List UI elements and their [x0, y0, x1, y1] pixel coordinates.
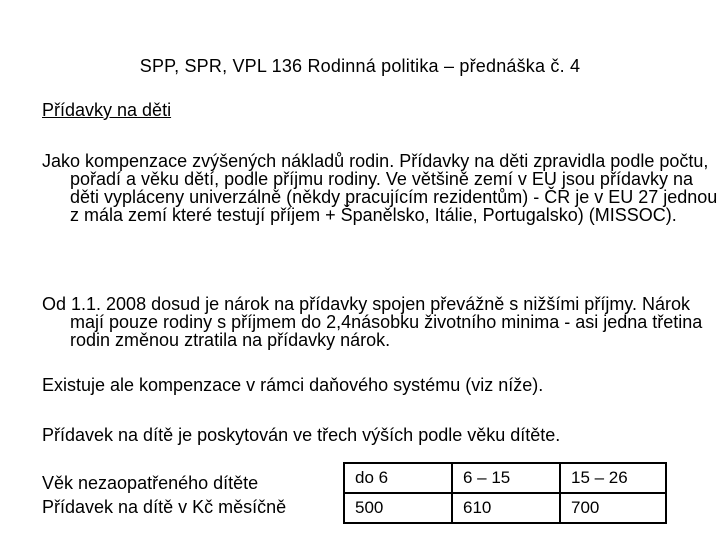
section-heading: Přídavky na děti: [42, 100, 172, 120]
paragraph-compensation: [42, 152, 720, 224]
row-labels: [42, 471, 286, 519]
paragraph-entitlement: [42, 295, 720, 349]
paragraph-tax-compensation-text: Existuje ale kompenzace v rámci daňového systému (viz níže).: [42, 375, 544, 395]
row-label-age: Věk nezaopatřeného dítěte: [42, 473, 259, 493]
paragraph-tax-compensation: [42, 376, 720, 394]
paragraph-compensation-text: Jako kompenzace zvýšených nákladů rodin. Přídavky na děti zpravidla podle počtu, pořadí a věku dětí, podle příjmu rodiny. Ve většině zemí v EU jsou přídavky na děti vypláceny univerzálně (někdy pracujícím rezidentům) - ČR je v EU 27 jednou z mála zemí které testují příjem + Španělsko, Itálie, Portugalsko) (MISSOC).: [42, 151, 718, 225]
table-cell-amount: 610: [452, 493, 560, 523]
table-cell-age-group: do 6: [344, 463, 452, 493]
slide-title: SPP, SPR, VPL 136 Rodinná politika – přednáška č. 4: [139, 56, 581, 76]
row-label-amount: Přídavek na dítě v Kč měsíčně: [42, 497, 287, 517]
table-row-amount: [344, 493, 666, 523]
table-cell-amount: 500: [344, 493, 452, 523]
paragraph-entitlement-text: Od 1.1. 2008 dosud je nárok na přídavky spojen převážně s nižšími příjmy. Nárok mají pouze rodiny s příjmem do 2,4násobku životního minima - asi jedna třetina rodin změnou ztratila na přídavky nárok.: [42, 294, 703, 350]
table-cell-age-group: 6 – 15: [452, 463, 560, 493]
paragraph-three-levels: Přídavek na dítě je poskytován ve třech výších podle věku dítěte.: [42, 425, 561, 445]
table-row-age: [344, 463, 666, 493]
table-cell-age-group: 15 – 26: [560, 463, 666, 493]
table-cell-amount: 700: [560, 493, 666, 523]
allowance-table: [343, 462, 667, 524]
